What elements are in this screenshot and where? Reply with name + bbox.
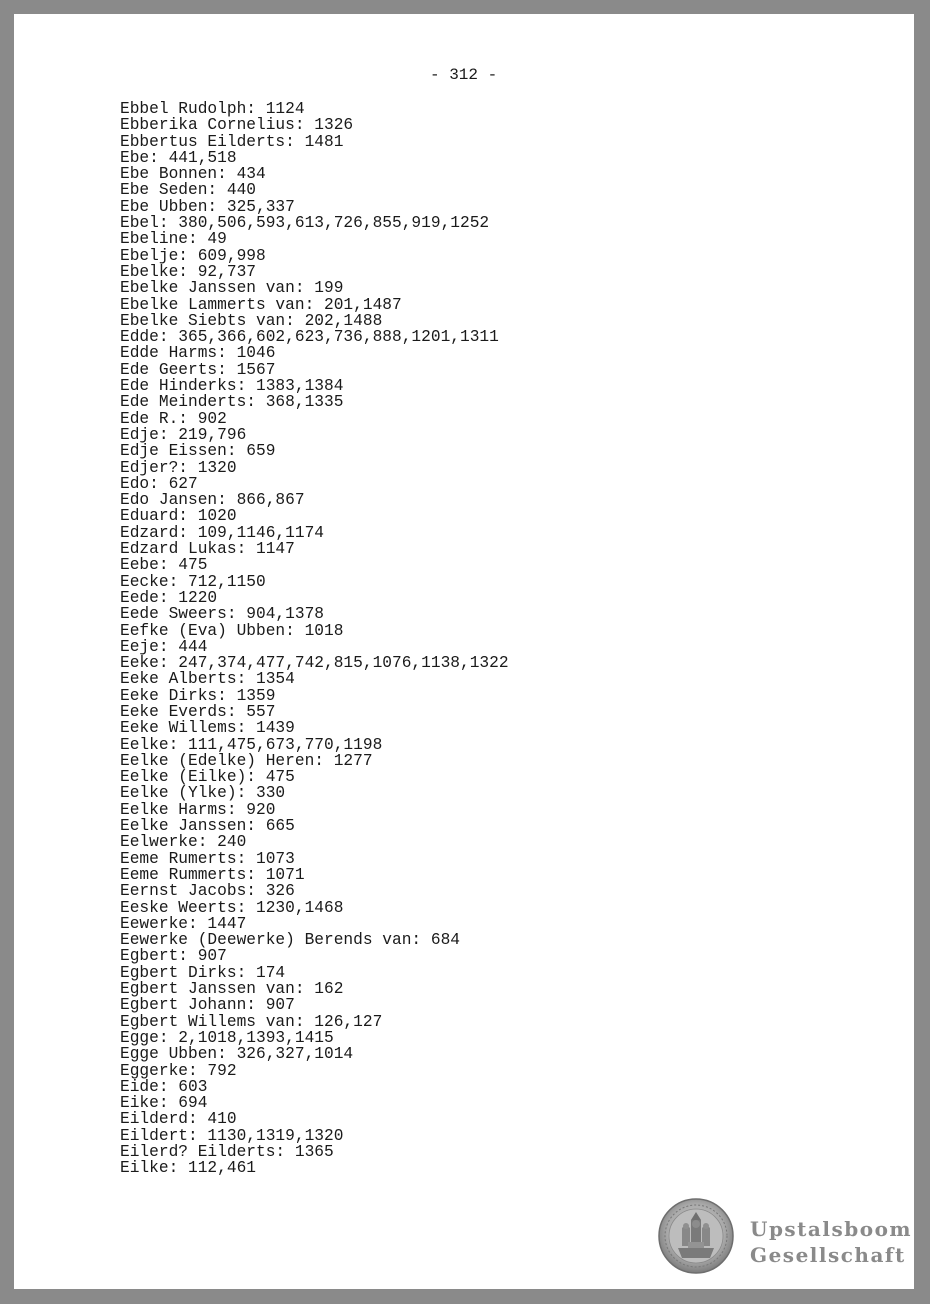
index-entry: Egbert Dirks: 174: [120, 963, 286, 982]
index-entry: Eelke: 111,475,673,770,1198: [120, 735, 383, 754]
index-entry: Eeke Willems: 1439: [120, 719, 295, 738]
index-entry: Edzard Lukas: 1147: [120, 540, 295, 559]
index-entry: Eede: 1220: [120, 588, 218, 607]
index-entry: Edo: 627: [120, 474, 198, 493]
index-entry: Ebelke Lammerts van: 201,1487: [120, 295, 402, 314]
index-entry: Eduard: 1020: [120, 507, 237, 526]
index-entry: Edje: 219,796: [120, 425, 247, 444]
index-entry: Edo Jansen: 866,867: [120, 491, 305, 510]
index-entry: Egbert Janssen van: 162: [120, 980, 344, 999]
index-entry: Ebberika Cornelius: 1326: [120, 116, 354, 135]
index-entry: Egge Ubben: 326,327,1014: [120, 1045, 354, 1064]
index-entry: Eebe: 475: [120, 556, 208, 575]
index-entry: Edjer?: 1320: [120, 458, 237, 477]
index-entry: Egbert: 907: [120, 947, 227, 966]
index-entry: Ebe Bonnen: 434: [120, 165, 266, 184]
index-entry: Eelke (Ylke): 330: [120, 784, 286, 803]
index-entry: Ebe Ubben: 325,337: [120, 197, 295, 216]
index-entry: Eide: 603: [120, 1077, 208, 1096]
index-entry: Ede R.: 902: [120, 409, 227, 428]
index-entry: Eewerke: 1447: [120, 914, 247, 933]
brand-line-2: Gesellschaft: [750, 1243, 906, 1267]
index-entry: Eewerke (Deewerke) Berends van: 684: [120, 931, 460, 950]
index-entry: Eike: 694: [120, 1094, 208, 1113]
index-entry: Eildert: 1130,1319,1320: [120, 1126, 344, 1145]
name-index-list: [120, 101, 509, 1177]
index-entry: Eernst Jacobs: 326: [120, 882, 295, 901]
page-number: - 312 -: [430, 66, 498, 84]
index-entry: Eeme Rumerts: 1073: [120, 849, 295, 868]
index-entry: Eeke: 247,374,477,742,815,1076,1138,1322: [120, 654, 509, 673]
index-entry: Eeke Dirks: 1359: [120, 686, 276, 705]
index-entry: Eggerke: 792: [120, 1061, 237, 1080]
index-entry: Eilke: 112,461: [120, 1159, 256, 1178]
index-entry: Eefke (Eva) Ubben: 1018: [120, 621, 344, 640]
index-entry: Edde Harms: 1046: [120, 344, 276, 363]
index-entry: Ebelke Janssen van: 199: [120, 279, 344, 298]
index-entry: Edje Eissen: 659: [120, 442, 276, 461]
index-entry: Ebelke Siebts van: 202,1488: [120, 311, 383, 330]
index-entry: Ede Meinderts: 368,1335: [120, 393, 344, 412]
index-entry: Eeme Rummerts: 1071: [120, 865, 305, 884]
index-entry: Ebbel Rudolph: 1124: [120, 100, 305, 118]
index-entry: Eeje: 444: [120, 637, 208, 656]
brand-line-1: Upstalsboom: [750, 1217, 913, 1241]
index-entry: Ebelje: 609,998: [120, 246, 266, 265]
seal-logo-icon: [658, 1198, 734, 1274]
index-entry: Ebeline: 49: [120, 230, 227, 249]
index-entry: Edde: 365,366,602,623,736,888,1201,1311: [120, 328, 499, 347]
index-entry: Egbert Johann: 907: [120, 996, 295, 1015]
index-entry: Ede Hinderks: 1383,1384: [120, 377, 344, 396]
index-entry: Eilderd: 410: [120, 1110, 237, 1129]
index-entry: Eelke (Edelke) Heren: 1277: [120, 751, 373, 770]
index-entry: Eelke (Eilke): 475: [120, 768, 295, 787]
index-entry: Eelwerke: 240: [120, 833, 247, 852]
index-entry: Ebbertus Eilderts: 1481: [120, 132, 344, 151]
index-entry: Eelke Janssen: 665: [120, 817, 295, 836]
index-entry: Eilerd? Eilderts: 1365: [120, 1143, 334, 1161]
index-entry: Ebe Seden: 440: [120, 181, 256, 200]
index-entry: Ede Geerts: 1567: [120, 360, 276, 379]
index-entry: Eecke: 712,1150: [120, 572, 266, 591]
index-entry: Eeke Alberts: 1354: [120, 670, 295, 689]
index-entry: Eeke Everds: 557: [120, 702, 276, 721]
index-entry: Egge: 2,1018,1393,1415: [120, 1028, 334, 1047]
index-entry: Eede Sweers: 904,1378: [120, 605, 324, 624]
index-entry: Ebel: 380,506,593,613,726,855,919,1252: [120, 214, 490, 233]
index-entry: Eelke Harms: 920: [120, 800, 276, 819]
index-entry: Edzard: 109,1146,1174: [120, 523, 324, 542]
index-entry: Ebe: 441,518: [120, 148, 237, 167]
brand-wordmark: [750, 1216, 912, 1268]
index-entry: Eeske Weerts: 1230,1468: [120, 898, 344, 917]
index-entry: Egbert Willems van: 126,127: [120, 1012, 383, 1031]
index-entry: Ebelke: 92,737: [120, 262, 256, 281]
